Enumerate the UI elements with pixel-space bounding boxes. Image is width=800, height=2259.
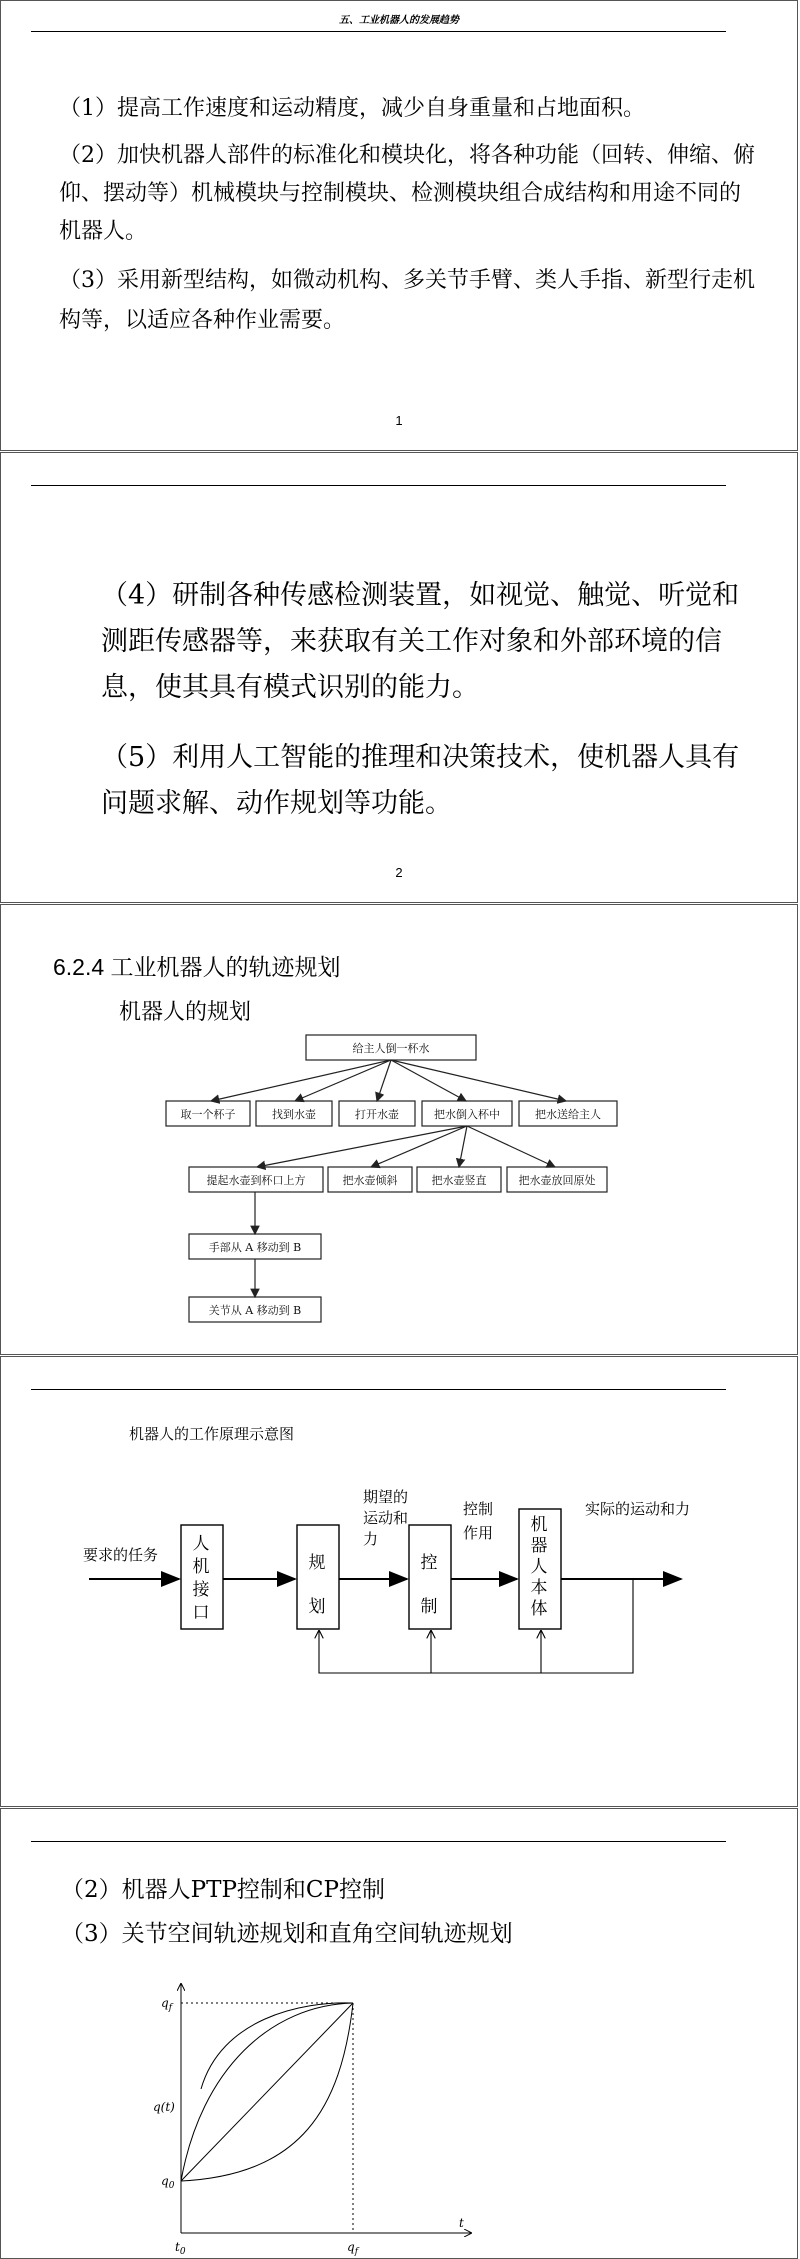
tree-label-root: 给主人倒一杯水	[352, 1042, 430, 1055]
tree-label-l2-4: 把水壶放回原处	[518, 1174, 596, 1187]
block-label-human-interface: 人机接口	[192, 1534, 210, 1623]
linear-trajectory	[181, 2003, 353, 2181]
label-t: t	[459, 2216, 464, 2230]
paragraph-3: （3）采用新型结构，如微动机构、多关节手臂、类人手指、新型行走机构等，以适应各种作业需要。	[59, 268, 755, 333]
input-label: 要求的任务	[83, 1546, 159, 1564]
tree-label-l1-1: 取一个杯子	[180, 1108, 236, 1121]
tree-label-l1-3: 打开水壶	[355, 1108, 399, 1121]
output-label: 实际的运动和力	[585, 1500, 691, 1518]
task-tree-diagram	[1, 905, 798, 1355]
paragraph-1: （1）提高工作速度和运动精度，减少自身重量和占地面积。	[59, 96, 645, 121]
trajectory-plot	[1, 1809, 798, 2259]
slide-subtitle: 机器人的规划	[119, 1000, 252, 1025]
tree-label-l2-1: 提起水壶到杯口上方	[206, 1174, 306, 1187]
label-planned-motion: 期望的运动和力	[363, 1488, 409, 1548]
tree-label-l4: 关节从 A 移动到 B	[208, 1304, 302, 1317]
diagram-caption: 机器人的工作原理示意图	[129, 1425, 295, 1443]
smooth-trajectory	[201, 2003, 353, 2089]
tree-label-l1-2: 找到水壶	[272, 1108, 316, 1121]
slide-1	[0, 0, 798, 451]
page-number: 1	[395, 413, 403, 428]
tree-label-l1-4: 把水倒入杯中	[434, 1108, 500, 1121]
tree-label-l1-5: 把水送给主人	[535, 1108, 601, 1121]
paragraph-2: （2）加快机器人部件的标准化和模块化，将各种功能（回转、伸缩、俯仰、摆动等）机械模块与控制模块、检测模块组合成结构和用途不同的机器人。	[59, 143, 755, 244]
tree-label-l3: 手部从 A 移动到 B	[208, 1241, 302, 1254]
tree-label-l2-3: 把水壶竖直	[431, 1174, 487, 1187]
slide-3	[0, 904, 798, 1355]
slide-title: 6.2.4 工业机器人的轨迹规划	[53, 954, 341, 980]
block-label-robot-body: 机器人本体	[530, 1515, 548, 1619]
block-label-control: 控制	[420, 1553, 438, 1617]
slide-header: 五、工业机器人的发展趋势	[339, 15, 459, 26]
header-rule	[31, 485, 726, 486]
slide-4	[0, 1356, 798, 1807]
slide-2	[0, 452, 798, 903]
block-label-planning: 规划	[308, 1553, 326, 1617]
paragraph-5: （5）利用人工智能的推理和决策技术，使机器人具有问题求解、动作规划等功能。	[101, 742, 740, 819]
slide-5	[0, 1808, 798, 2259]
label-tf: $q_f$	[347, 2240, 359, 2257]
paragraph-4: （4）研制各种传感检测装置，如视觉、触觉、听觉和测距传感器等，来获取有关工作对象和外部环境的信息，使其具有模式识别的能力。	[101, 580, 740, 703]
page-number: 2	[395, 865, 403, 880]
tree-label-l2-2: 把水壶倾斜	[342, 1174, 398, 1187]
label-qf: $q_f$	[161, 1996, 173, 2013]
label-t0: $t_0$	[175, 2240, 186, 2257]
label-qt: q(t)	[153, 2100, 175, 2114]
label-control-action: 控制作用	[463, 1500, 494, 1542]
line-ptp-cp: （2）机器人PTP控制和CP控制	[61, 1877, 385, 1903]
working-principle-diagram	[1, 1357, 798, 1807]
header-rule	[31, 31, 726, 32]
line-trajectory-planning: （3）关节空间轨迹规划和直角空间轨迹规划	[61, 1921, 513, 1947]
label-q0: $q_0$	[161, 2174, 175, 2191]
